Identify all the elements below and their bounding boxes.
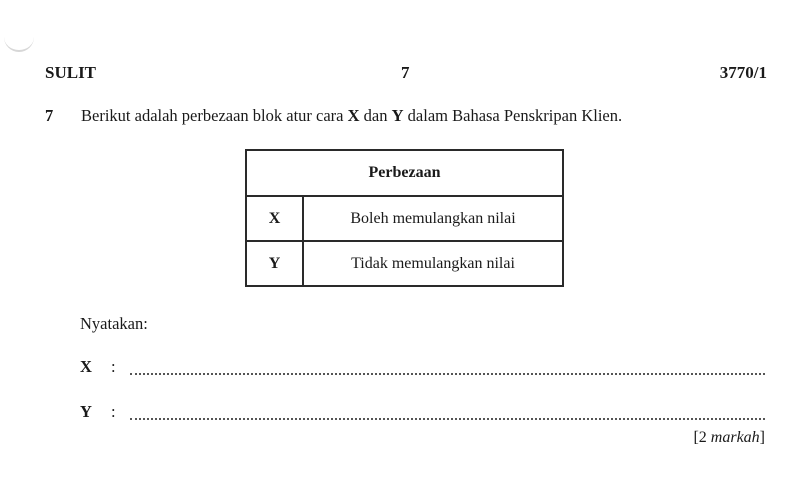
header-page-number: 7 [401, 63, 410, 82]
table-row-value-y: Tidak memulangkan nilai [303, 241, 563, 286]
answer-label-x: X [80, 357, 92, 376]
table-row [246, 241, 563, 286]
marks-open: [2 [693, 429, 711, 446]
answer-colon-y: : [111, 402, 116, 421]
difference-table [245, 149, 564, 287]
marks-close: ] [759, 429, 765, 446]
table-header-row [246, 150, 563, 196]
marks-allocation [693, 429, 765, 447]
question-number: 7 [45, 106, 54, 125]
question-x-letter: X [347, 106, 360, 125]
question-text [81, 106, 622, 126]
answer-colon-x: : [111, 357, 116, 376]
answer-line-x[interactable] [80, 357, 765, 379]
page-header [45, 63, 767, 85]
table-row-key-y: Y [246, 241, 303, 286]
table-row [246, 196, 563, 241]
answer-line-y[interactable] [80, 402, 765, 424]
page-corner-mark [4, 36, 34, 52]
answer-dotted-line-x[interactable] [130, 373, 765, 375]
question-y-letter: Y [391, 106, 404, 125]
marks-word: markah [710, 429, 760, 446]
header-sulit: SULIT [45, 63, 97, 82]
table-row-key-x: X [246, 196, 303, 241]
prompt-text: Nyatakan: [80, 314, 148, 333]
table-row-value-x: Boleh memulangkan nilai [303, 196, 563, 241]
question-text-part-1: Berikut adalah perbezaan blok atur cara [81, 106, 348, 125]
table-header: Perbezaan [246, 150, 563, 196]
answer-label-y: Y [80, 402, 92, 421]
answer-dotted-line-y[interactable] [130, 418, 765, 420]
question-text-part-2: dan [359, 106, 392, 125]
question-text-part-3: dalam Bahasa Penskripan Klien. [403, 106, 623, 125]
header-paper-code: 3770/1 [719, 63, 767, 82]
